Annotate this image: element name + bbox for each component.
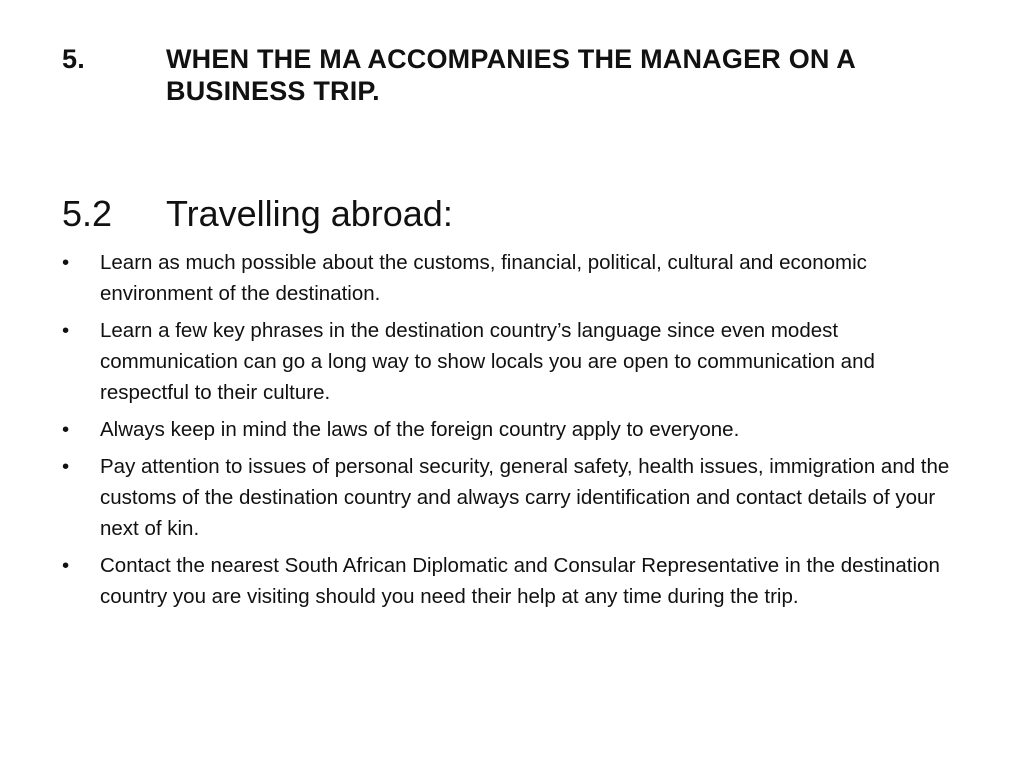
bullet-text: Learn a few key phrases in the destination country’s language since even modest communication can go a long way to show locals you are open to communication and respectful to their culture. [100, 319, 875, 404]
bullet-text: Pay attention to issues of personal security, general safety, health issues, immigration and the customs of the destination country and always carry identification and contact details of your next of kin. [100, 455, 950, 540]
bullet-list [62, 247, 962, 618]
bullet-icon: • [62, 319, 70, 342]
bullet-text: Learn as much possible about the customs, financial, political, cultural and economic environment of the destination. [100, 251, 867, 305]
bullet-icon: • [62, 251, 70, 274]
section-heading [62, 192, 453, 236]
title-number: 5. [62, 44, 85, 74]
bullet-icon: • [62, 554, 70, 577]
title-text: WHEN THE MA ACCOMPANIES THE MANAGER ON A BUSINESS TRIP. [166, 44, 855, 106]
slide-title [62, 43, 962, 107]
section-heading-text: Travelling abroad: [166, 193, 453, 234]
list-item [62, 247, 962, 309]
bullet-icon: • [62, 418, 70, 441]
list-item [62, 550, 962, 612]
bullet-text: Contact the nearest South African Diplomatic and Consular Representative in the destination country you are visiting should you need their help at any time during the trip. [100, 554, 940, 608]
list-item [62, 315, 962, 408]
section-number: 5.2 [62, 193, 113, 234]
list-item [62, 414, 962, 445]
list-item [62, 451, 962, 544]
bullet-text: Always keep in mind the laws of the foreign country apply to everyone. [100, 418, 740, 441]
bullet-icon: • [62, 455, 70, 478]
